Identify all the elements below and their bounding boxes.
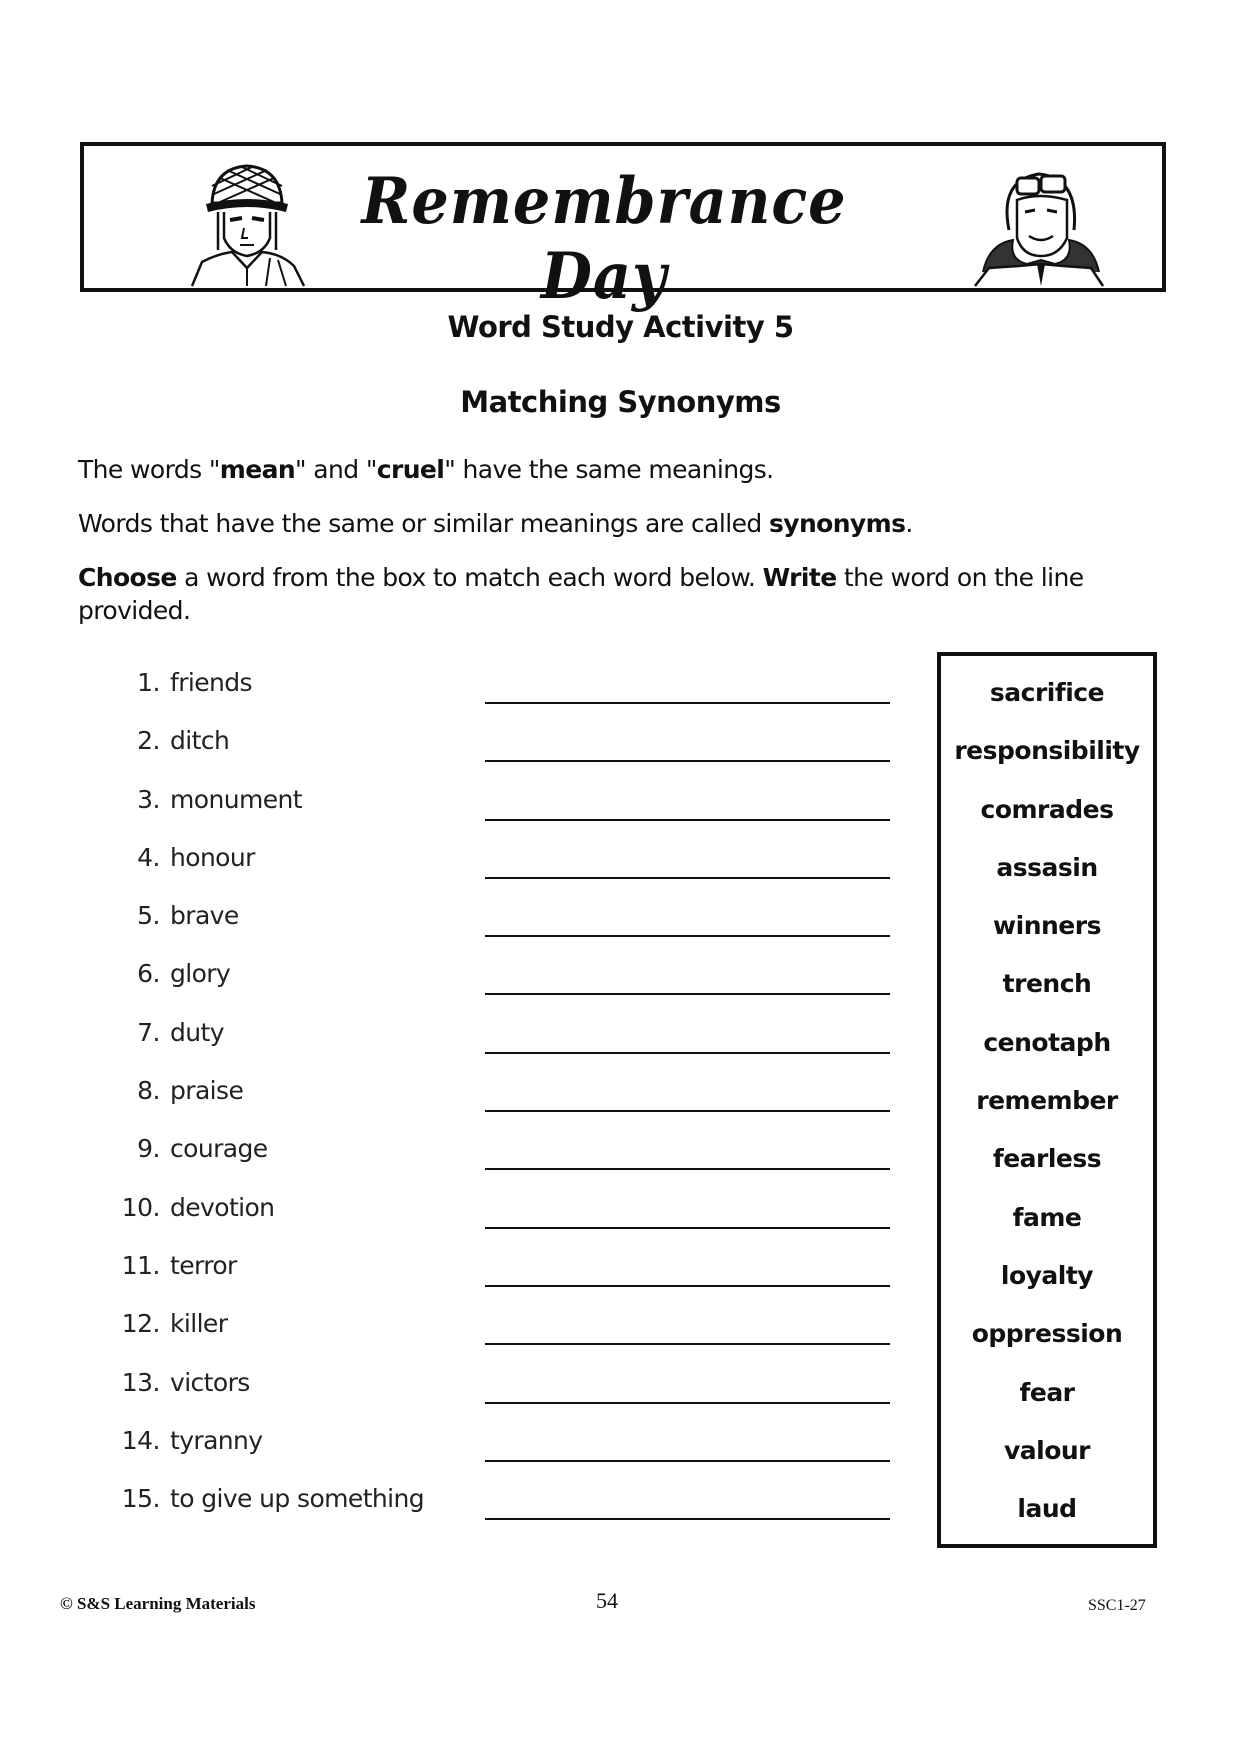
item-word: killer — [170, 1309, 228, 1339]
item-word: glory — [170, 959, 231, 989]
word-bank-item: assasin — [996, 852, 1098, 882]
answer-line[interactable] — [485, 993, 890, 995]
item-number: 10. — [121, 1192, 160, 1222]
item-number: 5. — [137, 901, 160, 931]
word-bank-item: winners — [993, 911, 1101, 941]
word-bank-box — [937, 652, 1157, 1548]
section-title: Matching Synonyms — [460, 385, 781, 419]
word-bank-item: trench — [1002, 969, 1092, 999]
item-word: devotion — [170, 1192, 275, 1222]
item-word: monument — [170, 784, 302, 814]
item-word: tyranny — [170, 1425, 263, 1455]
item-number: 9. — [137, 1134, 160, 1164]
item-number: 11. — [121, 1250, 160, 1280]
list-item — [110, 1426, 900, 1484]
item-word: brave — [170, 901, 239, 931]
word-bank-item: loyalty — [1000, 1260, 1094, 1290]
word-bank-item: fearless — [992, 1144, 1102, 1174]
item-number: 2. — [137, 726, 160, 756]
answer-line[interactable] — [485, 1402, 890, 1404]
list-item — [110, 1076, 900, 1134]
item-word: victors — [170, 1367, 250, 1397]
word-bank-item: laud — [1017, 1494, 1077, 1524]
answer-line[interactable] — [485, 1168, 890, 1170]
answer-line[interactable] — [485, 702, 890, 704]
answer-line[interactable] — [485, 1285, 890, 1287]
list-item — [110, 901, 900, 959]
item-number: 14. — [121, 1425, 160, 1455]
item-word: honour — [170, 842, 255, 872]
item-word: terror — [170, 1250, 237, 1280]
intro-paragraph-2: Words that have the same or similar meanings are called synonyms. — [78, 509, 913, 538]
intro-paragraph-1: The words "mean" and "cruel" have the same meanings. — [78, 455, 774, 484]
item-number: 1. — [137, 668, 160, 697]
answer-line[interactable] — [485, 1518, 890, 1520]
footer-copyright: © S&S Learning Materials — [60, 1594, 256, 1613]
pilot-illustration-icon — [969, 160, 1109, 288]
list-item — [110, 726, 900, 784]
word-bank-item: sacrifice — [989, 678, 1105, 707]
list-item — [110, 1368, 900, 1426]
list-item — [110, 959, 900, 1017]
item-word: duty — [170, 1017, 224, 1047]
answer-line[interactable] — [485, 819, 890, 821]
matching-items-list — [110, 668, 900, 1542]
answer-line[interactable] — [485, 877, 890, 879]
word-bank-item: remember — [976, 1086, 1118, 1116]
item-word: to give up something — [170, 1484, 425, 1514]
item-number: 15. — [121, 1484, 160, 1514]
header-banner — [80, 142, 1166, 314]
list-item — [110, 1018, 900, 1076]
word-bank-item: oppression — [971, 1319, 1123, 1349]
instructions-paragraph: Choose a word from the box to match each word below. Write the word on the line provided. — [78, 563, 1084, 625]
footer-code: SSC1-27 — [1088, 1597, 1146, 1614]
answer-line[interactable] — [485, 760, 890, 762]
item-number: 6. — [137, 959, 160, 989]
item-number: 4. — [137, 842, 160, 872]
list-item — [110, 1484, 900, 1542]
answer-line[interactable] — [485, 1343, 890, 1345]
answer-line[interactable] — [485, 1052, 890, 1054]
item-number: 13. — [121, 1367, 160, 1397]
item-word: praise — [170, 1076, 244, 1106]
word-bank-item: fame — [1012, 1202, 1082, 1232]
list-item — [110, 1251, 900, 1309]
item-word: friends — [170, 668, 252, 697]
activity-title: Word Study Activity 5 — [447, 310, 794, 344]
answer-line[interactable] — [485, 1460, 890, 1462]
list-item — [110, 1193, 900, 1251]
answer-line[interactable] — [485, 1227, 890, 1229]
item-number: 12. — [121, 1309, 160, 1339]
word-bank-list — [941, 678, 1153, 1552]
list-item — [110, 668, 900, 726]
item-number: 3. — [137, 784, 160, 814]
list-item — [110, 843, 900, 901]
word-bank-item: valour — [1003, 1435, 1091, 1465]
item-word: ditch — [170, 726, 230, 756]
word-bank-item: cenotaph — [983, 1027, 1111, 1057]
item-word: courage — [170, 1134, 268, 1164]
list-item — [110, 785, 900, 843]
word-bank-item: comrades — [980, 794, 1114, 824]
page-banner-title: Remembrance Day — [361, 164, 847, 314]
item-number: 8. — [137, 1076, 160, 1106]
list-item — [110, 1134, 900, 1192]
soldier-illustration-icon — [182, 158, 312, 288]
list-item — [110, 1309, 900, 1367]
page-number: 54 — [596, 1588, 618, 1613]
answer-line[interactable] — [485, 1110, 890, 1112]
item-number: 7. — [137, 1017, 160, 1047]
answer-line[interactable] — [485, 935, 890, 937]
word-bank-item: responsibility — [954, 736, 1140, 766]
word-bank-item: fear — [1019, 1377, 1075, 1407]
